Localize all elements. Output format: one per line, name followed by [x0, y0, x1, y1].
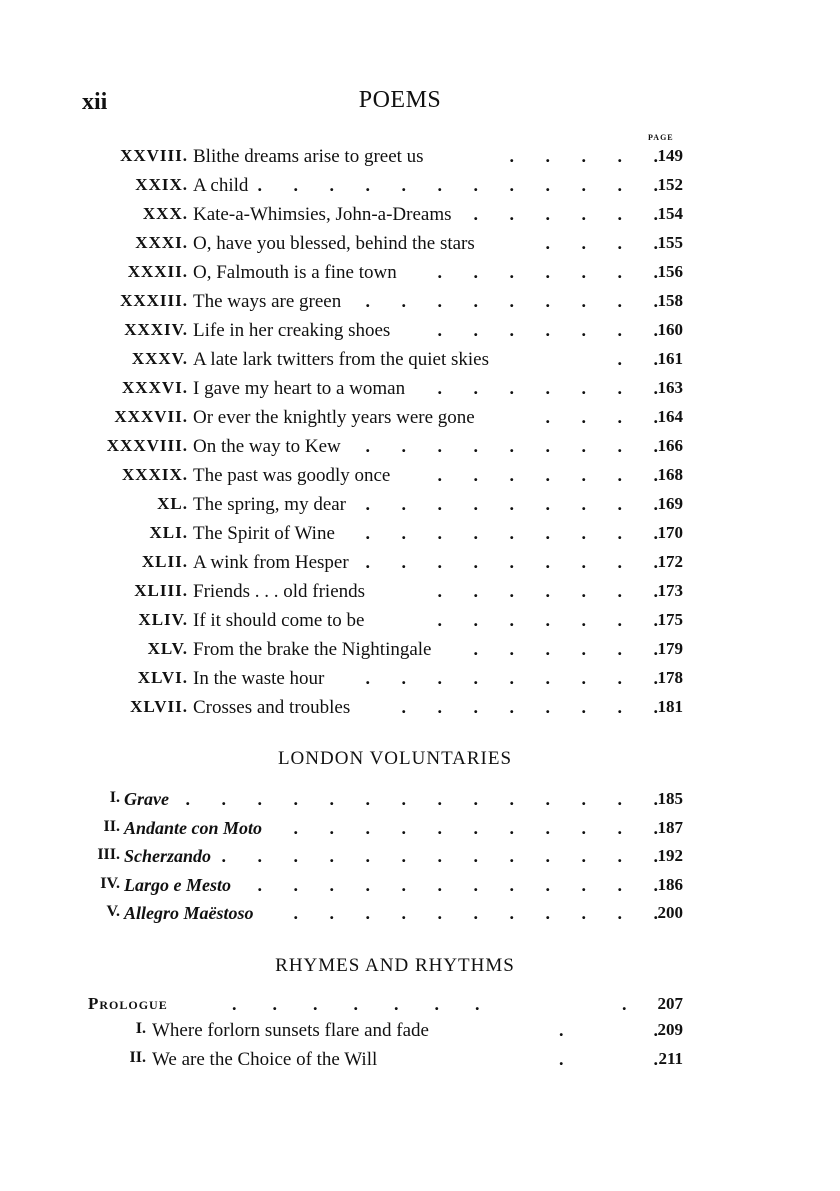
prologue-page: 207: [657, 994, 683, 1013]
dot-leaders: . . . . . . . . .: [365, 436, 658, 456]
entry-title: Or ever the knightly years were gone: [193, 407, 475, 428]
toc-entry: [0, 146, 840, 174]
toc-entry: [0, 610, 840, 638]
dot-leaders: . . . . . . . .: [401, 697, 658, 717]
toc-entry: [0, 697, 840, 725]
dot-leaders: . . . . . . . . .: [365, 494, 658, 514]
entry-title: Kate-a-Whimsies, John-a-Dreams: [193, 204, 452, 225]
dot-leaders: . . . . . . .: [437, 581, 658, 601]
toc-entry: [0, 494, 840, 522]
toc-entry: [0, 668, 840, 696]
entry-title: Blithe dreams arise to greet us: [193, 146, 424, 167]
entry-title: From the brake the Nightingale: [193, 639, 432, 660]
dot-leaders: . .: [559, 1049, 658, 1069]
entry-page: 175: [657, 610, 683, 629]
entry-numeral: XXXIII.: [120, 291, 188, 310]
toc-entry: [0, 349, 840, 377]
entry-numeral: XXXVII.: [114, 407, 188, 426]
rhymes-and-rhythms-heading: RHYMES AND RHYTHMS: [275, 955, 515, 976]
entry-title: A child: [193, 175, 249, 196]
toc-entry: [0, 1049, 840, 1077]
toc-entry: [0, 436, 840, 464]
entry-page: 192: [657, 846, 683, 865]
entry-title: We are the Choice of the Will: [152, 1049, 378, 1070]
entry-title: Grave: [124, 789, 169, 809]
entry-title: Largo e Mesto: [124, 874, 231, 895]
prologue-leaders: . . . . . . .: [232, 994, 480, 1014]
dot-leaders: . . . . . . . . .: [365, 668, 658, 688]
entry-numeral: XLIII.: [134, 581, 188, 600]
entry-title: Friends . . . old friends: [193, 581, 366, 602]
toc-entry: [0, 523, 840, 551]
dot-leaders: . . . . . . .: [437, 378, 658, 398]
entry-title: O, Falmouth is a fine town: [193, 262, 397, 283]
entry-numeral: XLI.: [149, 523, 188, 542]
entry-title: The spring, my dear: [193, 494, 347, 515]
entry-page: 200: [657, 903, 683, 922]
entry-numeral: XLV.: [147, 639, 188, 658]
dot-leaders: . . . . . . .: [437, 320, 658, 340]
toc-entry: [0, 407, 840, 435]
dot-leaders: . . . . . . .: [437, 262, 658, 282]
entry-numeral: III.: [97, 846, 120, 863]
entry-page: 169: [657, 494, 683, 513]
dot-leaders: . . . . . . . . . . .: [293, 903, 658, 923]
toc-entry: [0, 846, 840, 874]
entry-numeral: XXXI.: [135, 233, 188, 252]
entry-title: Allegro Maëstoso: [124, 903, 254, 923]
entry-page: 164: [657, 407, 683, 426]
entry-numeral: I.: [135, 1020, 146, 1037]
dot-leaders: . .: [559, 1020, 658, 1040]
dot-leaders: . . . . . . . . .: [365, 552, 658, 572]
entry-page: 154: [657, 204, 683, 223]
entry-title: Life in her creaking shoes: [193, 320, 391, 341]
dot-leaders: . . . . . .: [473, 204, 658, 224]
toc-entry: [0, 378, 840, 406]
toc-entry: [0, 789, 840, 817]
toc-entry: [0, 903, 840, 931]
entry-page: 168: [657, 465, 683, 484]
entry-numeral: XL.: [157, 494, 188, 513]
entry-numeral: XLIV.: [138, 610, 188, 629]
entry-page: 186: [657, 874, 683, 894]
dot-leaders: . . . . . . . . . . . .: [257, 175, 658, 195]
entry-title: Scherzando: [124, 846, 212, 866]
entry-numeral: XXIX.: [135, 175, 188, 194]
prologue-title: Prologue: [88, 994, 168, 1013]
dot-leaders: . . . . . . .: [437, 610, 658, 630]
toc-entry: [0, 581, 840, 609]
dot-leaders: . . . . . . . . . . . . . .: [185, 789, 658, 809]
entry-numeral: XXXVI.: [122, 378, 188, 397]
entry-title: Andante con Moto: [124, 817, 263, 838]
dot-leaders: . . . . . . . . .: [365, 523, 658, 543]
entry-title: The ways are green: [193, 291, 342, 312]
entry-numeral: XLII.: [141, 552, 188, 571]
entry-title: The Spirit of Wine: [193, 523, 335, 544]
london-voluntaries-heading: LONDON VOLUNTARIES: [277, 748, 513, 769]
entry-numeral: XXVIII.: [120, 146, 188, 165]
entry-page: 178: [657, 668, 683, 687]
dot-leaders: . . . . . . . . . . . . .: [221, 846, 658, 866]
entry-numeral: XXXIX.: [122, 465, 188, 484]
entry-page: 172: [657, 552, 683, 571]
page-number: xii: [82, 89, 108, 115]
entry-numeral: XXXIV.: [124, 320, 188, 339]
entry-page: 179: [657, 639, 683, 658]
toc-entry: [0, 875, 840, 903]
entry-title: In the waste hour: [193, 668, 325, 689]
entry-page: 155: [657, 233, 683, 252]
entry-page: 170: [657, 523, 683, 542]
entry-numeral: XXXVIII.: [106, 436, 188, 455]
dot-leaders: . . . .: [545, 407, 658, 427]
dot-leaders: . . . . . .: [473, 639, 658, 659]
entry-title: O, have you blessed, behind the stars: [193, 233, 475, 254]
dot-leaders: . . . . . . .: [437, 465, 658, 485]
entry-page: 156: [657, 262, 683, 281]
entry-page: 211: [658, 1049, 683, 1068]
toc-entry: [0, 204, 840, 232]
toc-entry: [0, 291, 840, 319]
entry-numeral: XXXV.: [131, 349, 188, 368]
entry-numeral: IV.: [100, 874, 120, 892]
running-head: POEMS: [358, 87, 442, 113]
toc-entry: [0, 233, 840, 261]
entry-page: 181: [657, 697, 683, 716]
dot-leaders: . . . . .: [509, 146, 658, 166]
entry-numeral: XXXII.: [127, 262, 188, 281]
dot-leaders: . . . .: [545, 233, 658, 253]
entry-title: A late lark twitters from the quiet skies: [193, 349, 490, 370]
entry-page: 209: [657, 1020, 683, 1039]
toc-entry: [0, 465, 840, 493]
entry-numeral: V.: [106, 903, 120, 920]
toc-entry: [0, 552, 840, 580]
toc-entry: [0, 639, 840, 667]
entry-title: On the way to Kew: [193, 436, 341, 457]
page-column-label: PAGE: [648, 133, 674, 142]
dot-leaders: . . . . . . . . . . . .: [257, 874, 658, 895]
toc-entry: [0, 262, 840, 290]
entry-title: Where forlorn sunsets flare and fade: [152, 1020, 429, 1041]
entry-page: 149: [657, 146, 683, 165]
entry-page: 160: [657, 320, 683, 339]
entry-page: 158: [657, 291, 683, 310]
toc-entry: [0, 320, 840, 348]
entry-numeral: XLVI.: [137, 668, 188, 687]
entry-page: 173: [657, 581, 683, 600]
dot-leaders: . .: [617, 349, 658, 369]
toc-entry: [0, 1020, 840, 1048]
entry-page: 161: [657, 349, 683, 368]
entry-numeral: II.: [129, 1049, 146, 1066]
entry-numeral: I.: [109, 789, 120, 806]
entry-page: 152: [657, 175, 683, 194]
prologue-end-leader: .: [622, 994, 627, 1014]
toc-entry: [0, 175, 840, 203]
entry-title: If it should come to be: [193, 610, 365, 631]
dot-leaders: . . . . . . . . .: [365, 291, 658, 311]
toc-entry: [0, 818, 840, 846]
entry-numeral: II.: [103, 817, 120, 835]
entry-page: 166: [657, 436, 683, 455]
entry-numeral: XXX.: [142, 204, 188, 223]
entry-numeral: XLVII.: [130, 697, 188, 716]
entry-title: Crosses and troubles: [193, 697, 351, 718]
entry-title: I gave my heart to a woman: [193, 378, 406, 399]
entry-title: A wink from Hesper: [193, 552, 349, 573]
entry-title: The past was goodly once: [193, 465, 391, 486]
entry-page: 163: [657, 378, 683, 397]
dot-leaders: . . . . . . . . . . .: [293, 817, 658, 838]
entry-page: 185: [657, 789, 683, 808]
entry-page: 187: [657, 817, 683, 837]
